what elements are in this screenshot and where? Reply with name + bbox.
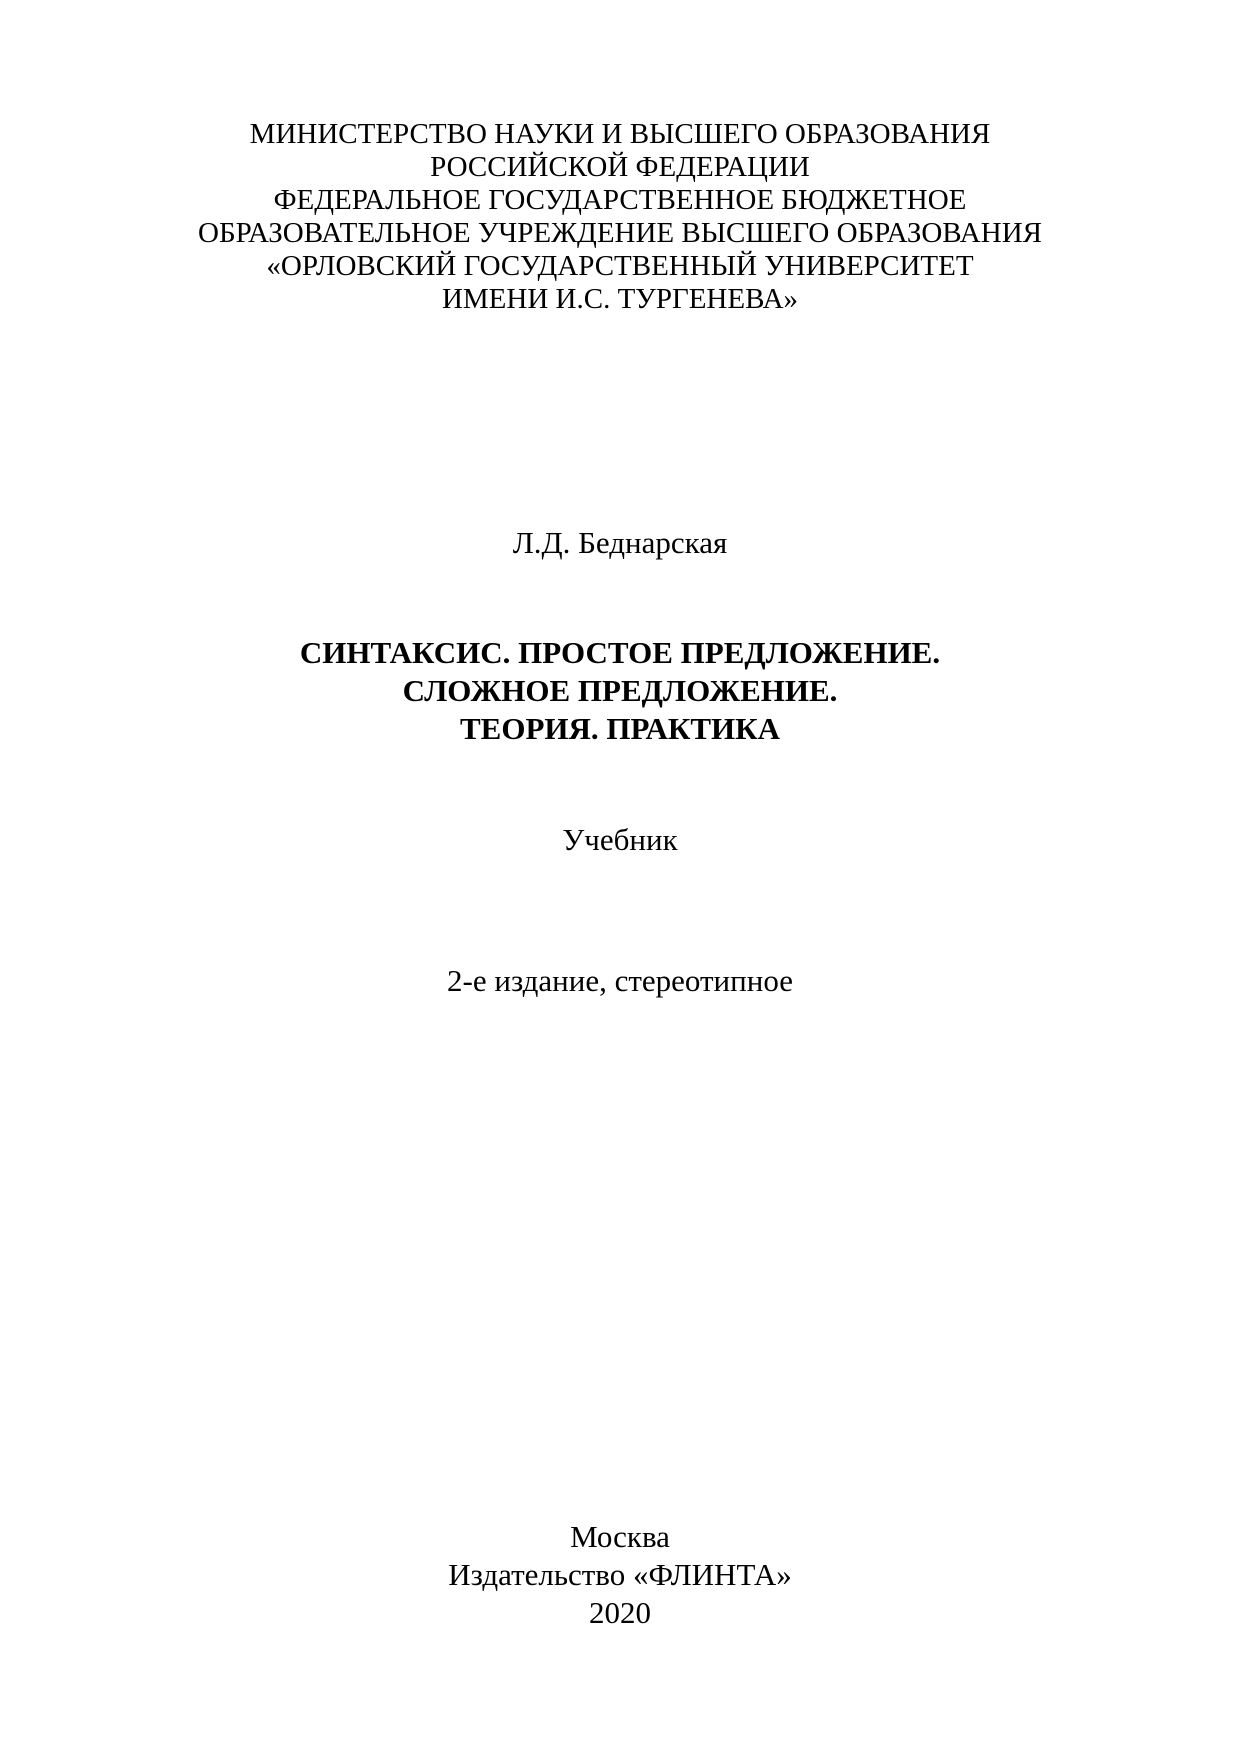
book-title: [0, 634, 1240, 748]
edition-note: 2-е издание, стереотипное: [447, 963, 793, 998]
header-line-1: МИНИСТЕРСТВО НАУКИ И ВЫСШЕГО ОБРАЗОВАНИЯ: [249, 118, 991, 150]
institution-header: [0, 118, 1240, 316]
imprint-year: 2020: [589, 1595, 651, 1630]
title-line-2: СЛОЖНОЕ ПРЕДЛОЖЕНИЕ.: [402, 673, 838, 708]
header-line-3: ФЕДЕРАЛЬНОЕ ГОСУДАРСТВЕННОЕ БЮДЖЕТНОЕ: [273, 184, 967, 216]
author-name: Л.Д. Беднарская: [512, 525, 728, 560]
imprint-city: Москва: [570, 1519, 670, 1554]
header-line-5: «ОРЛОВСКИЙ ГОСУДАРСТВЕННЫЙ УНИВЕРСИТЕТ: [266, 250, 974, 282]
title-line-3: ТЕОРИЯ. ПРАКТИКА: [459, 711, 780, 746]
header-line-4: ОБРАЗОВАТЕЛЬНОЕ УЧРЕЖДЕНИЕ ВЫСШЕГО ОБРАЗОВАНИЯ: [198, 217, 1042, 249]
header-line-6: ИМЕНИ И.С. ТУРГЕНЕВА»: [441, 283, 799, 315]
book-genre: Учебник: [562, 822, 678, 857]
title-line-1: СИНТАКСИС. ПРОСТОЕ ПРЕДЛОЖЕНИЕ.: [299, 635, 941, 670]
imprint: [0, 1518, 1240, 1632]
header-line-2: РОССИЙСКОЙ ФЕДЕРАЦИИ: [430, 151, 810, 183]
imprint-publisher: Издательство «ФЛИНТА»: [448, 1557, 792, 1592]
